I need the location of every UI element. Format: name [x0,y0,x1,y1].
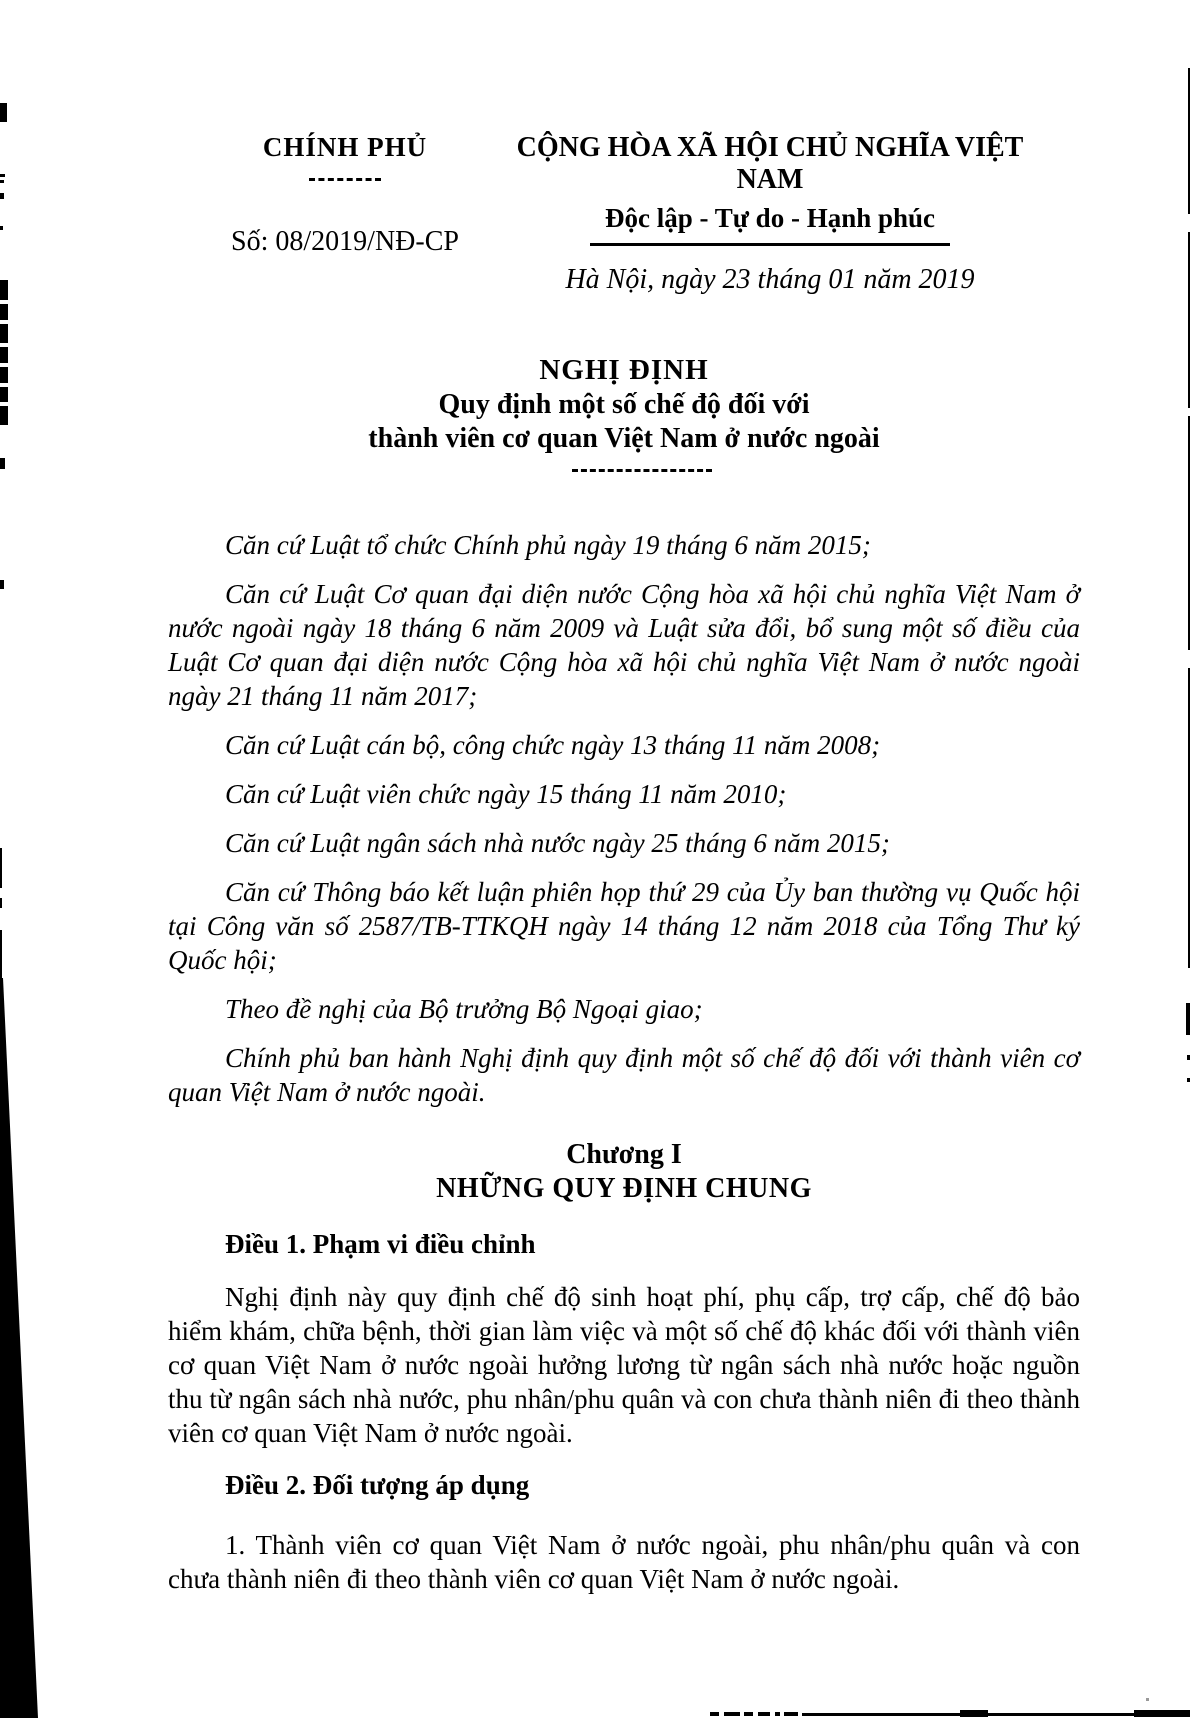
article-1-body: Nghị định này quy định chế độ sinh hoạt phí, phụ cấp, trợ cấp, chế độ bảo hiểm khám, chữa bệnh, thời gian làm việc và một số chế độ khác đối với thành viên cơ quan Việt Nam ở nước ngoài hưởng lương từ ngân sách nhà nước hoặc nguồn thu từ ngân sách nhà nước, phu nhân/phu quân và con chưa thành niên đi theo thành viên cơ quan Việt Nam ở nước ngoài. [168,1282,1080,1448]
article-2-heading: Điều 2. Đối tượng áp dụng [225,1470,530,1500]
document-subtitle-line1: Quy định một số chế độ đối với [438,389,810,420]
document-number: Số: 08/2019/NĐ-CP [231,226,459,257]
issuer-name: CHÍNH PHỦ [262,132,428,162]
document-subtitle-line2: thành viên cơ quan Việt Nam ở nước ngoài [368,423,880,454]
preamble-paragraph: Căn cứ Thông báo kết luận phiên họp thứ 29 của Ủy ban thường vụ Quốc hội tại Công văn số 2587/TB-TTKQH ngày 14 tháng 12 năm 2018 của Tổng Thư ký Quốc hội; [168,877,1080,975]
chapter-title: NHỮNG QUY ĐỊNH CHUNG [436,1173,812,1204]
preamble-paragraph: Căn cứ Luật Cơ quan đại diện nước Cộng hòa xã hội chủ nghĩa Việt Nam ở nước ngoài ngày 18 tháng 6 năm 2009 và Luật sửa đổi, bổ sung một số điều của Luật Cơ quan đại diện nước Cộng hòa xã hội chủ nghĩa Việt Nam ở nước ngoài ngày 21 tháng 11 năm 2017; [168,579,1080,711]
header-national-block [500,132,1040,296]
header-issuer-block [185,133,505,257]
scan-artifact-binding-wedge [0,978,38,1718]
chapter-number: Chương I [566,1139,682,1170]
preamble-paragraph: Căn cứ Luật tổ chức Chính phủ ngày 19 tháng 6 năm 2015; [225,530,871,560]
preamble-paragraph: Căn cứ Luật ngân sách nhà nước ngày 25 tháng 6 năm 2015; [225,828,890,858]
article-1-heading: Điều 1. Phạm vi điều chỉnh [225,1229,536,1259]
national-title: CỘNG HÒA XÃ HỘI CHỦ NGHĨA VIỆT NAM [516,132,1024,195]
document-type-title: NGHỊ ĐỊNH [539,354,709,386]
preamble-paragraph: Theo đề nghị của Bộ trưởng Bộ Ngoại giao; [225,994,703,1024]
document-body [168,520,1080,1596]
issuer-divider [309,178,381,181]
document-title-block [168,353,1080,472]
motto-divider [590,243,950,246]
article-2-body: 1. Thành viên cơ quan Việt Nam ở nước ngoài, phu nhân/phu quân và con chưa thành niên đi theo thành viên cơ quan Việt Nam ở nước ngoài. [168,1530,1080,1594]
national-motto: Độc lập - Tự do - Hạnh phúc [604,203,936,233]
place-date: Hà Nội, ngày 23 tháng 01 năm 2019 [565,264,975,295]
preamble-paragraph: Căn cứ Luật cán bộ, công chức ngày 13 tháng 11 năm 2008; [225,730,881,760]
chapter-heading [168,1138,1080,1206]
preamble-paragraph: Căn cứ Luật viên chức ngày 15 tháng 11 năm 2010; [225,779,787,809]
preamble-paragraph: Chính phủ ban hành Nghị định quy định một số chế độ đối với thành viên cơ quan Việt Nam ở nước ngoài. [168,1043,1080,1107]
title-divider [572,469,712,472]
